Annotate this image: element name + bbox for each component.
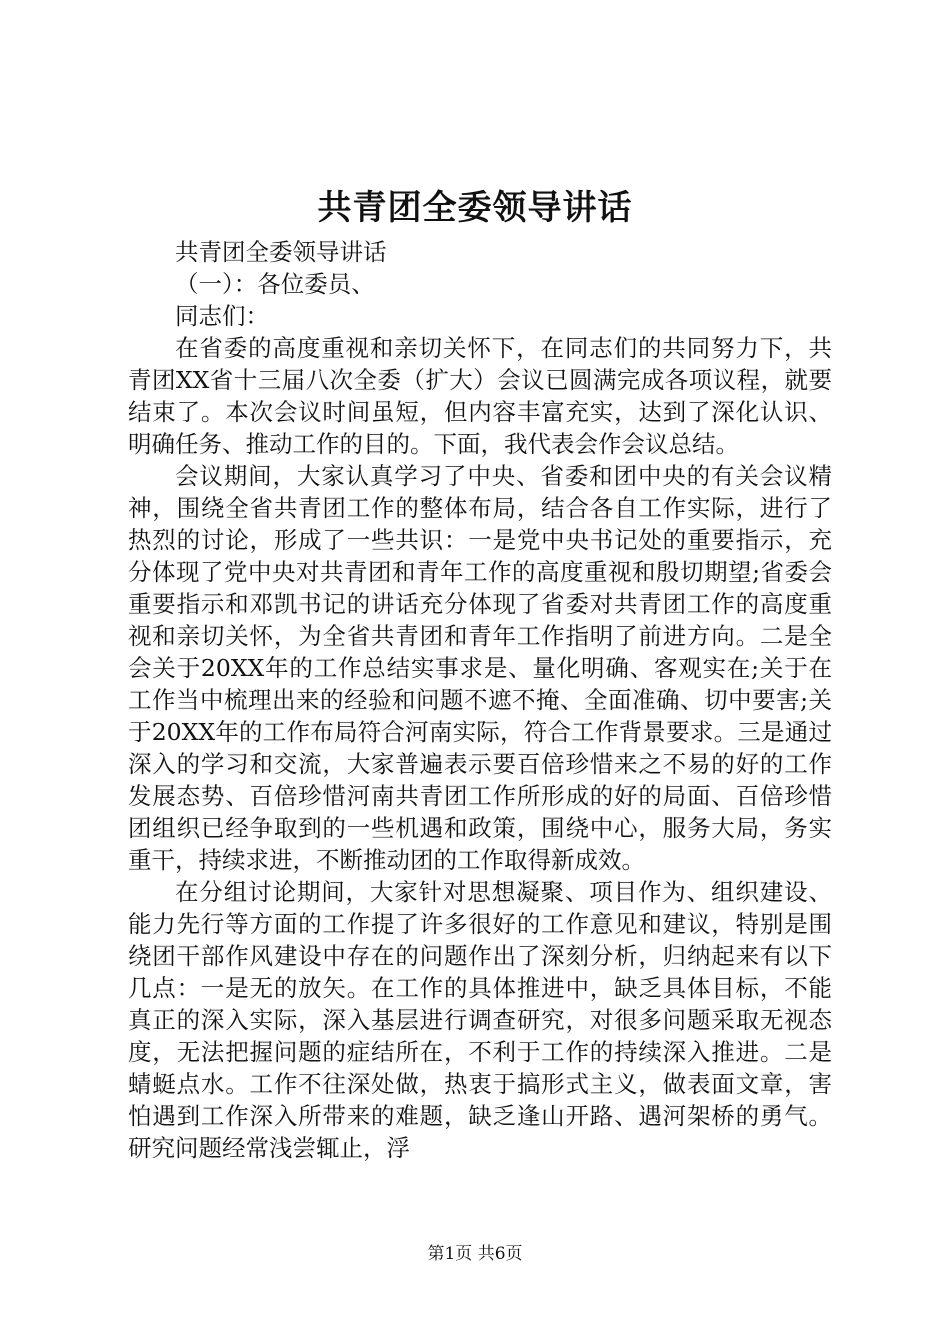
salutation-line-2: 同志们：	[175, 302, 269, 330]
paragraph-2: 会议期间，大家认真学习了中央、省委和团中央的有关会议精神，围绕全省共青团工作的整体布局，结合各自工作实际，进行了热烈的讨论，形成了一些共识：一是党中央书记处的重要指示，充分体现了党中央对共青团和青年工作的高度重视和殷切期望;省委会重要指示和邓凯书记的讲话充分体现了省委对共青团工作的高度重视和亲切关怀，为全省共青团和青年工作指明了前进方向。二是全会关于20XX年的工作总结实事求是、量化明确、客观实在;关于在工作当中梳理出来的经验和问题不遮不掩、全面准确、切中要害;关于20XX年的工作布局符合河南实际，符合工作背景要求。三是通过深入的学习和交流，大家普遍表示要百倍珍惜来之不易的好的工作发展态势、百倍珍惜河南共青团工作所形成的好的局面、百倍珍惜团组织已经争取到的一些机遇和政策，围绕中心，服务大局，务实重干，持续求进，不断推动团的工作取得新成效。	[128, 462, 832, 874]
document-subtitle: 共青团全委领导讲话	[175, 238, 387, 266]
paragraph-3: 在分组讨论期间，大家针对思想凝聚、项目作为、组织建设、能力先行等方面的工作提了许多很好的工作意见和建议，特别是围绕团干部作风建设中存在的问题作出了深刻分析，归纳起来有以下几点：一是无的放矢。在工作的具体推进中，缺乏具体目标，不能真正的深入实际，深入基层进行调查研究，对很多问题采取无视态度，无法把握问题的症结所在，不利于工作的持续深入推进。二是蜻蜓点水。工作不往深处做，热衷于搞形式主义，做表面文章，害怕遇到工作深入所带来的难题，缺乏逢山开路、遇河架桥的勇气。研究问题经常浅尝辄止，浮	[128, 878, 832, 1162]
page-number-footer: 第1页 共6页	[427, 1244, 523, 1264]
paragraph-1: 在省委的高度重视和亲切关怀下，在同志们的共同努力下，共青团XX省十三届八次全委（扩大）会议已圆满完成各项议程，就要结束了。本次会议时间虽短，但内容丰富充实，达到了深化认识、明确任务、推动工作的目的。下面，我代表会作会议总结。	[128, 334, 832, 458]
document-body	[128, 236, 832, 1164]
document-title: 共青团全委领导讲话	[317, 188, 633, 228]
salutation-line-1: （一）：各位委员、	[175, 270, 375, 298]
